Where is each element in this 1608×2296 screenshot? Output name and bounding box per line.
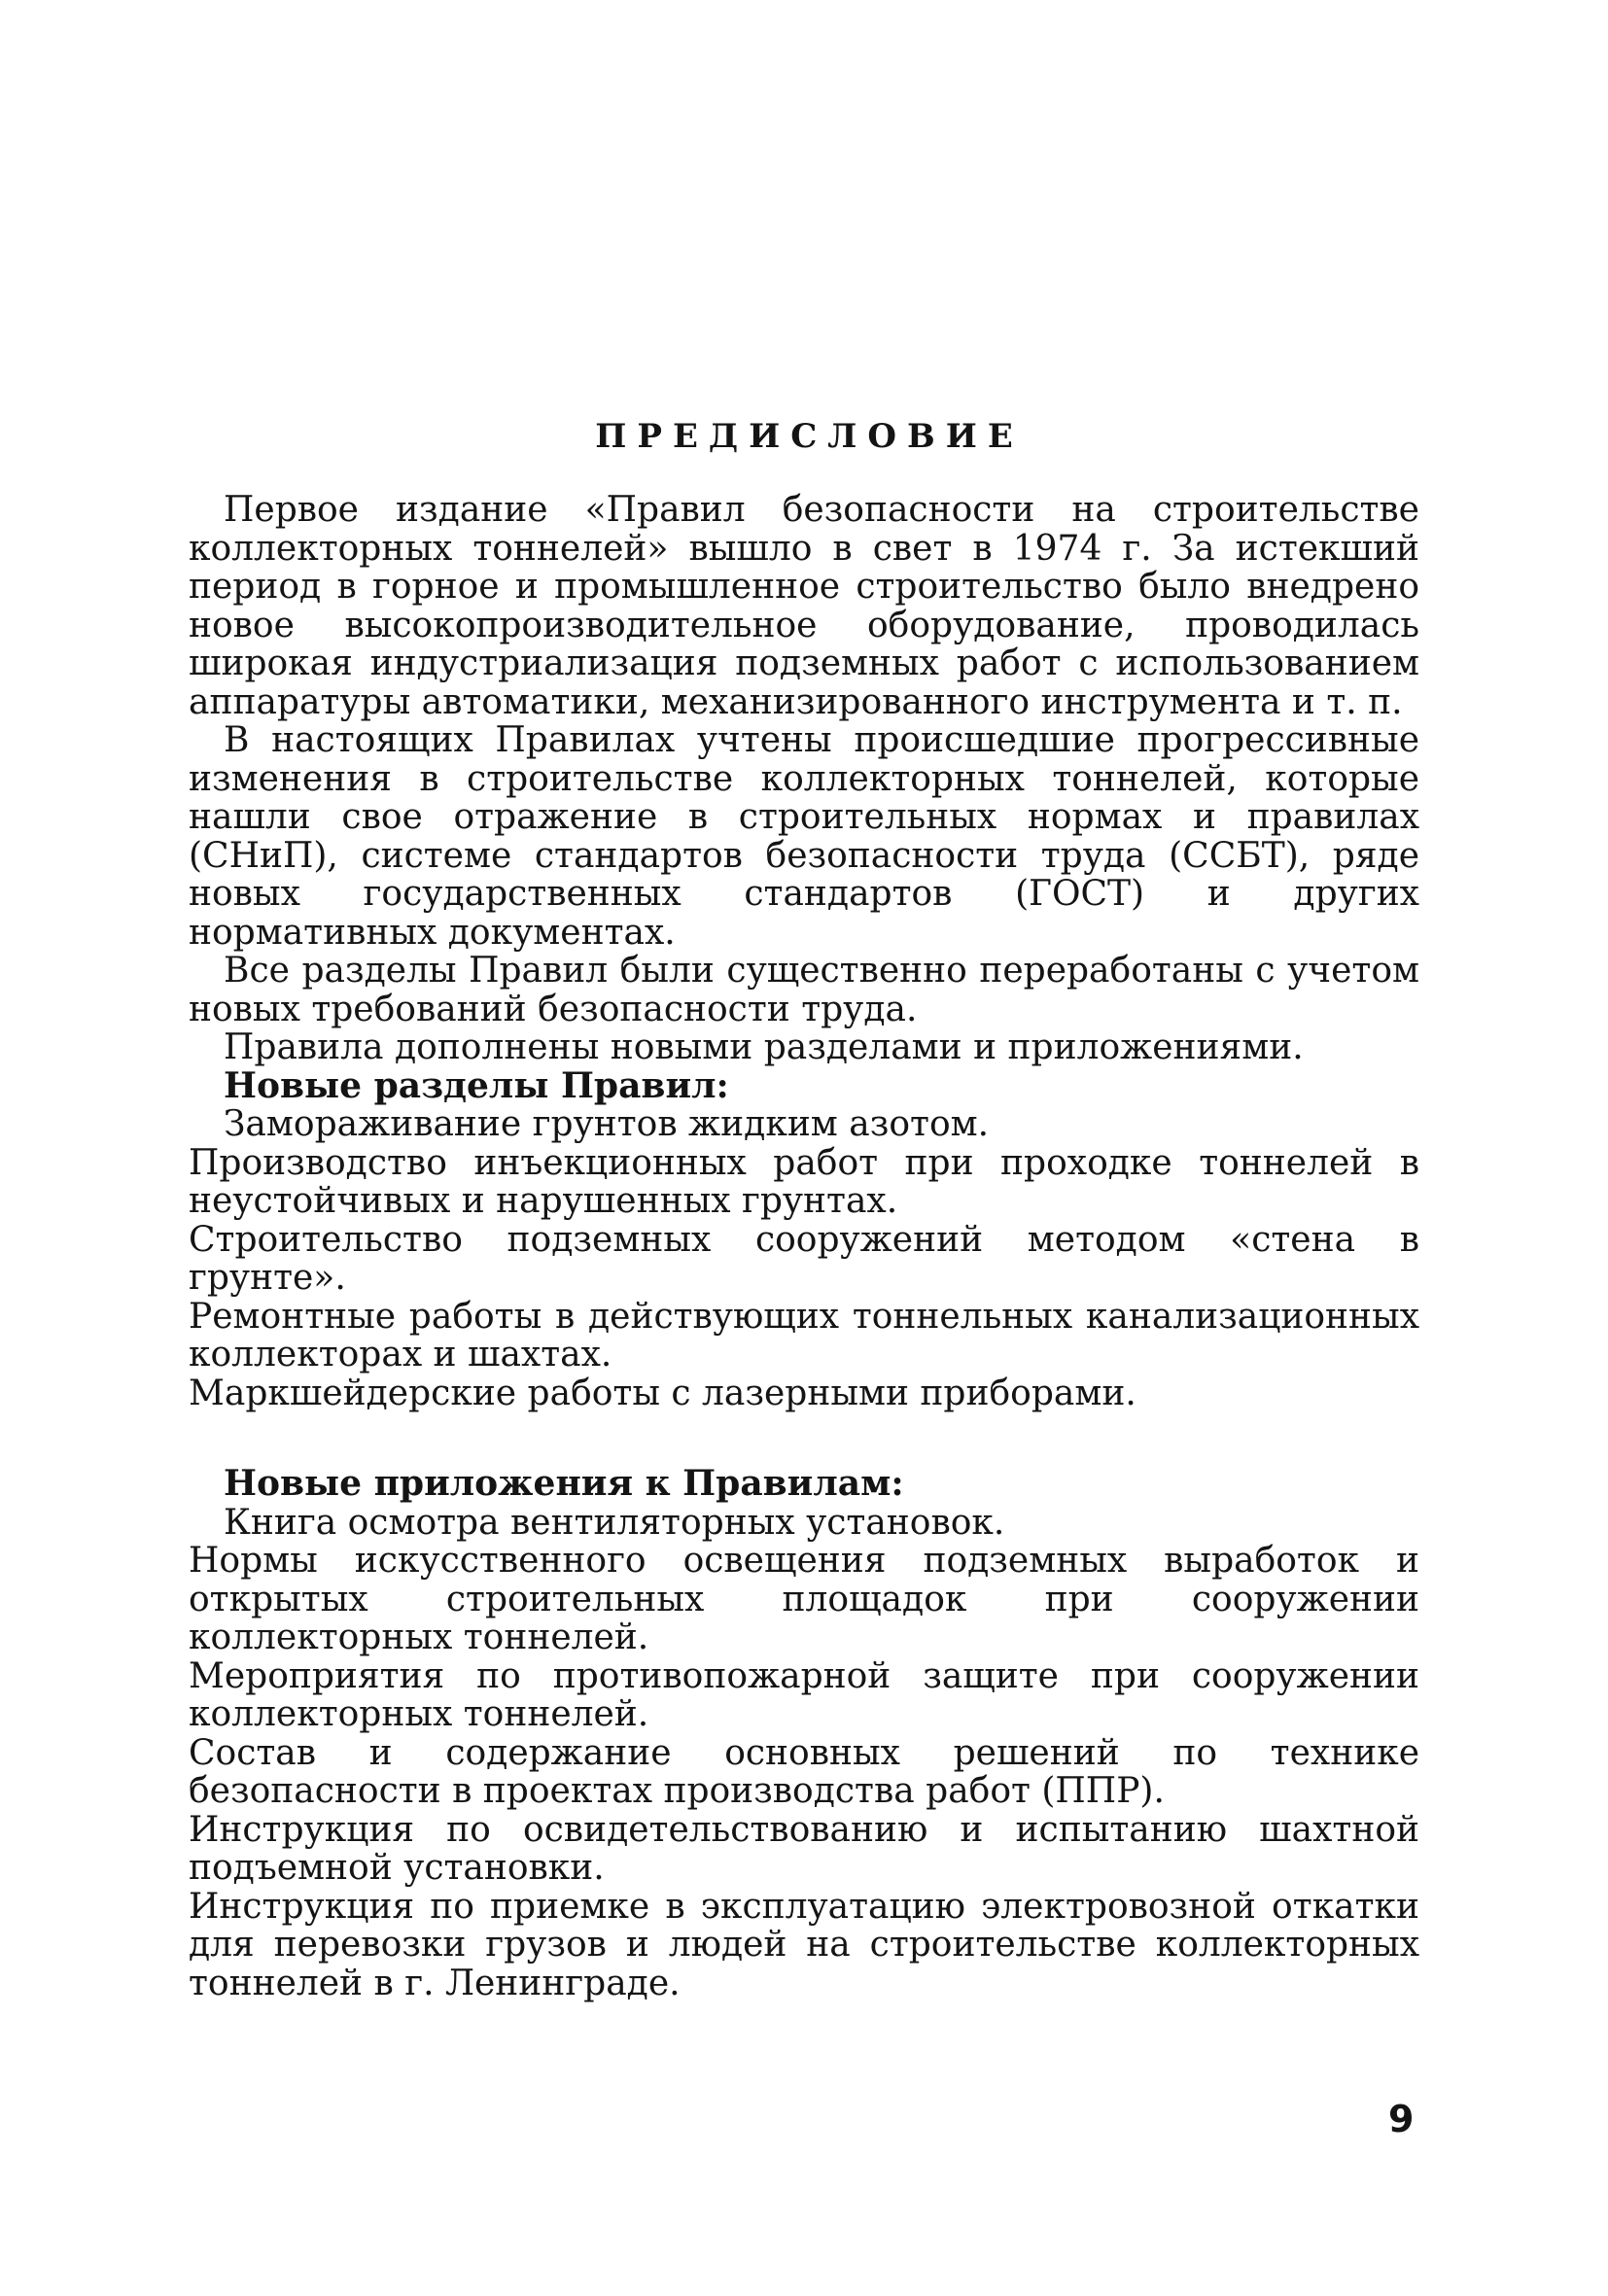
section-item: Строительство подземных сооружений методом «стена в грунте». <box>189 1219 1419 1298</box>
appendix-item: Состав и содержание основных решений по технике безопасности в проектах производства работ (ППР). <box>189 1732 1419 1811</box>
paragraph-revision: Все разделы Правил были существенно переработаны с учетом новых требований безопасности труда. <box>189 951 1419 1029</box>
sections-heading: Новые разделы Правил: <box>224 1064 729 1106</box>
appendix-item: Инструкция по приемке в эксплуатацию электровозной откатки для перевозки грузов и людей на строительстве коллекторных тоннелей в г. Ленинграде. <box>189 1886 1419 2003</box>
preface-text-block <box>189 417 1419 2003</box>
paragraph-changes: В настоящих Правилах учтены происшедшие прогрессивные изменения в строительстве коллекторных тоннелей, которые нашли свое отражение в строительных нормах и правилах (СНиП), системе стандартов безопасности труда (ССБТ), ряде новых государственных стандартов (ГОСТ) и других нормативных документах. <box>189 720 1419 953</box>
spacer <box>189 1412 1419 1465</box>
section-item: Замораживание грунтов жидким азотом. <box>224 1104 990 1144</box>
paragraph-first-edition: Первое издание «Правил безопасности на строительстве коллекторных тоннелей» вышло в свет в 1974 г. За истекший период в горное и промышленное строительство было внедрено новое высокопроизводительное оборудование, проводилась широкая индустриализация подземных работ с использованием аппаратуры автоматики, механизированного инструмента и т. п. <box>189 490 1419 722</box>
section-item: Ремонтные работы в действующих тоннельных канализационных коллекторах и шахтах. <box>189 1296 1419 1374</box>
page-title: ПРЕДИСЛОВИЕ <box>595 417 1024 456</box>
appendix-item: Инструкция по освидетельствованию и испытанию шахтной подъемной установки. <box>189 1809 1419 1888</box>
appendices-heading: Новые приложения к Правилам: <box>224 1463 904 1504</box>
paragraph-additions: Правила дополнены новыми разделами и приложениями. <box>224 1027 1304 1067</box>
section-item: Производство инъекционных работ при проходке тоннелей в неустойчивых и нарушенных грунтах. <box>189 1142 1419 1221</box>
page-number: 9 <box>1388 2098 1415 2140</box>
section-item: Маркшейдерские работы с лазерными приборами. <box>189 1373 1136 1413</box>
appendix-item: Книга осмотра вентиляторных установок. <box>224 1502 1005 1543</box>
appendix-item: Нормы искусственного освещения подземных выработок и открытых строительных площадок при сооружении коллекторных тоннелей. <box>189 1541 1419 1657</box>
appendix-item: Мероприятия по противопожарной защите при сооружении коллекторных тоннелей. <box>189 1655 1419 1734</box>
